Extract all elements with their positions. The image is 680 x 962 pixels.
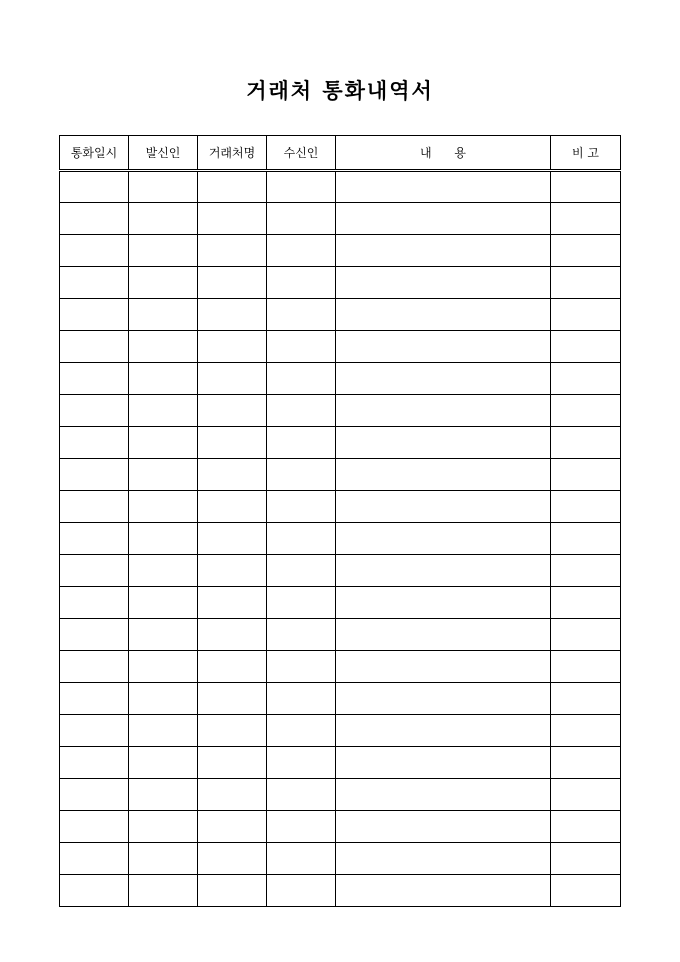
cell-receiver[interactable]: [267, 459, 336, 491]
cell-content[interactable]: [336, 363, 551, 395]
cell-client-name[interactable]: [198, 203, 267, 235]
cell-receiver[interactable]: [267, 171, 336, 203]
cell-content[interactable]: [336, 203, 551, 235]
cell-remarks[interactable]: [551, 875, 621, 907]
cell-caller[interactable]: [129, 299, 198, 331]
cell-content[interactable]: [336, 587, 551, 619]
cell-client-name[interactable]: [198, 811, 267, 843]
cell-call-datetime[interactable]: [60, 235, 129, 267]
cell-caller[interactable]: [129, 779, 198, 811]
header-content: 내 용: [336, 136, 551, 171]
cell-client-name[interactable]: [198, 267, 267, 299]
table-row: [60, 523, 621, 555]
cell-caller[interactable]: [129, 459, 198, 491]
cell-client-name[interactable]: [198, 651, 267, 683]
cell-client-name[interactable]: [198, 331, 267, 363]
cell-receiver[interactable]: [267, 235, 336, 267]
cell-caller[interactable]: [129, 171, 198, 203]
table-row: [60, 171, 621, 203]
cell-content[interactable]: [336, 715, 551, 747]
cell-content[interactable]: [336, 459, 551, 491]
cell-client-name[interactable]: [198, 555, 267, 587]
cell-receiver[interactable]: [267, 299, 336, 331]
cell-remarks[interactable]: [551, 587, 621, 619]
cell-receiver[interactable]: [267, 203, 336, 235]
cell-receiver[interactable]: [267, 267, 336, 299]
cell-call-datetime[interactable]: [60, 555, 129, 587]
cell-content[interactable]: [336, 747, 551, 779]
cell-content[interactable]: [336, 267, 551, 299]
cell-content[interactable]: [336, 683, 551, 715]
cell-receiver[interactable]: [267, 523, 336, 555]
cell-content[interactable]: [336, 427, 551, 459]
cell-remarks[interactable]: [551, 683, 621, 715]
cell-call-datetime[interactable]: [60, 747, 129, 779]
cell-client-name[interactable]: [198, 235, 267, 267]
table-row: [60, 843, 621, 875]
cell-content[interactable]: [336, 331, 551, 363]
cell-receiver[interactable]: [267, 587, 336, 619]
header-remarks: 비 고: [551, 136, 621, 171]
cell-receiver[interactable]: [267, 395, 336, 427]
cell-client-name[interactable]: [198, 299, 267, 331]
table-row: [60, 651, 621, 683]
cell-content[interactable]: [336, 875, 551, 907]
cell-client-name[interactable]: [198, 427, 267, 459]
cell-receiver[interactable]: [267, 331, 336, 363]
cell-caller[interactable]: [129, 875, 198, 907]
cell-client-name[interactable]: [198, 715, 267, 747]
cell-call-datetime[interactable]: [60, 427, 129, 459]
header-call-datetime: 통화일시: [60, 136, 129, 171]
cell-caller[interactable]: [129, 235, 198, 267]
table-row: [60, 491, 621, 523]
cell-remarks[interactable]: [551, 427, 621, 459]
table-row: [60, 747, 621, 779]
cell-caller[interactable]: [129, 267, 198, 299]
cell-caller[interactable]: [129, 747, 198, 779]
cell-call-datetime[interactable]: [60, 331, 129, 363]
cell-content[interactable]: [336, 619, 551, 651]
cell-call-datetime[interactable]: [60, 395, 129, 427]
cell-receiver[interactable]: [267, 683, 336, 715]
cell-call-datetime[interactable]: [60, 171, 129, 203]
cell-client-name[interactable]: [198, 875, 267, 907]
cell-call-datetime[interactable]: [60, 299, 129, 331]
table-row: [60, 875, 621, 907]
cell-remarks[interactable]: [551, 267, 621, 299]
cell-caller[interactable]: [129, 395, 198, 427]
cell-remarks[interactable]: [551, 459, 621, 491]
cell-client-name[interactable]: [198, 491, 267, 523]
cell-remarks[interactable]: [551, 619, 621, 651]
table-row: [60, 427, 621, 459]
cell-caller[interactable]: [129, 587, 198, 619]
cell-call-datetime[interactable]: [60, 811, 129, 843]
table-row: [60, 811, 621, 843]
cell-caller[interactable]: [129, 203, 198, 235]
cell-caller[interactable]: [129, 843, 198, 875]
table-row: [60, 555, 621, 587]
cell-content[interactable]: [336, 651, 551, 683]
cell-content[interactable]: [336, 523, 551, 555]
page-title: 거래처 통화내역서: [246, 78, 434, 103]
cell-call-datetime[interactable]: [60, 587, 129, 619]
cell-remarks[interactable]: [551, 203, 621, 235]
cell-client-name[interactable]: [198, 171, 267, 203]
cell-content[interactable]: [336, 491, 551, 523]
cell-caller[interactable]: [129, 555, 198, 587]
table-row: [60, 779, 621, 811]
cell-content[interactable]: [336, 779, 551, 811]
cell-receiver[interactable]: [267, 427, 336, 459]
cell-client-name[interactable]: [198, 779, 267, 811]
cell-receiver[interactable]: [267, 811, 336, 843]
cell-call-datetime[interactable]: [60, 875, 129, 907]
table-row: [60, 395, 621, 427]
cell-client-name[interactable]: [198, 363, 267, 395]
cell-remarks[interactable]: [551, 715, 621, 747]
cell-caller[interactable]: [129, 363, 198, 395]
cell-call-datetime[interactable]: [60, 843, 129, 875]
cell-receiver[interactable]: [267, 747, 336, 779]
cell-content[interactable]: [336, 299, 551, 331]
cell-receiver[interactable]: [267, 715, 336, 747]
header-client-name: 거래처명: [198, 136, 267, 171]
cell-call-datetime[interactable]: [60, 267, 129, 299]
cell-remarks[interactable]: [551, 843, 621, 875]
cell-call-datetime[interactable]: [60, 363, 129, 395]
table-row: [60, 235, 621, 267]
cell-call-datetime[interactable]: [60, 683, 129, 715]
table-row: [60, 363, 621, 395]
table-row: [60, 331, 621, 363]
cell-caller[interactable]: [129, 651, 198, 683]
cell-receiver[interactable]: [267, 843, 336, 875]
cell-remarks[interactable]: [551, 779, 621, 811]
call-log-table: [59, 135, 621, 907]
cell-receiver[interactable]: [267, 363, 336, 395]
cell-caller[interactable]: [129, 427, 198, 459]
cell-call-datetime[interactable]: [60, 619, 129, 651]
cell-remarks[interactable]: [551, 491, 621, 523]
cell-receiver[interactable]: [267, 875, 336, 907]
cell-receiver[interactable]: [267, 779, 336, 811]
cell-caller[interactable]: [129, 715, 198, 747]
cell-content[interactable]: [336, 811, 551, 843]
table-row: [60, 267, 621, 299]
cell-caller[interactable]: [129, 523, 198, 555]
cell-remarks[interactable]: [551, 651, 621, 683]
cell-content[interactable]: [336, 171, 551, 203]
cell-content[interactable]: [336, 395, 551, 427]
cell-remarks[interactable]: [551, 363, 621, 395]
cell-receiver[interactable]: [267, 619, 336, 651]
cell-receiver[interactable]: [267, 651, 336, 683]
cell-call-datetime[interactable]: [60, 779, 129, 811]
cell-caller[interactable]: [129, 491, 198, 523]
cell-client-name[interactable]: [198, 395, 267, 427]
cell-receiver[interactable]: [267, 555, 336, 587]
cell-remarks[interactable]: [551, 395, 621, 427]
cell-client-name[interactable]: [198, 747, 267, 779]
cell-caller[interactable]: [129, 683, 198, 715]
header-receiver: 수신인: [267, 136, 336, 171]
cell-caller[interactable]: [129, 619, 198, 651]
cell-remarks[interactable]: [551, 299, 621, 331]
table-row: [60, 619, 621, 651]
cell-content[interactable]: [336, 235, 551, 267]
cell-client-name[interactable]: [198, 459, 267, 491]
cell-call-datetime[interactable]: [60, 523, 129, 555]
cell-remarks[interactable]: [551, 811, 621, 843]
cell-remarks[interactable]: [551, 171, 621, 203]
cell-call-datetime[interactable]: [60, 203, 129, 235]
table-row: [60, 587, 621, 619]
table-row: [60, 683, 621, 715]
cell-content[interactable]: [336, 843, 551, 875]
table-header-row: [60, 136, 621, 171]
cell-remarks[interactable]: [551, 331, 621, 363]
cell-client-name[interactable]: [198, 843, 267, 875]
table-body: [60, 171, 621, 907]
cell-client-name[interactable]: [198, 587, 267, 619]
cell-content[interactable]: [336, 555, 551, 587]
cell-call-datetime[interactable]: [60, 651, 129, 683]
cell-remarks[interactable]: [551, 235, 621, 267]
table-row: [60, 299, 621, 331]
cell-client-name[interactable]: [198, 523, 267, 555]
cell-remarks[interactable]: [551, 555, 621, 587]
cell-call-datetime[interactable]: [60, 715, 129, 747]
table-row: [60, 715, 621, 747]
cell-remarks[interactable]: [551, 523, 621, 555]
header-caller: 발신인: [129, 136, 198, 171]
cell-caller[interactable]: [129, 811, 198, 843]
cell-caller[interactable]: [129, 331, 198, 363]
cell-call-datetime[interactable]: [60, 459, 129, 491]
cell-client-name[interactable]: [198, 683, 267, 715]
cell-client-name[interactable]: [198, 619, 267, 651]
cell-call-datetime[interactable]: [60, 491, 129, 523]
table-row: [60, 203, 621, 235]
cell-remarks[interactable]: [551, 747, 621, 779]
cell-receiver[interactable]: [267, 491, 336, 523]
table-row: [60, 459, 621, 491]
